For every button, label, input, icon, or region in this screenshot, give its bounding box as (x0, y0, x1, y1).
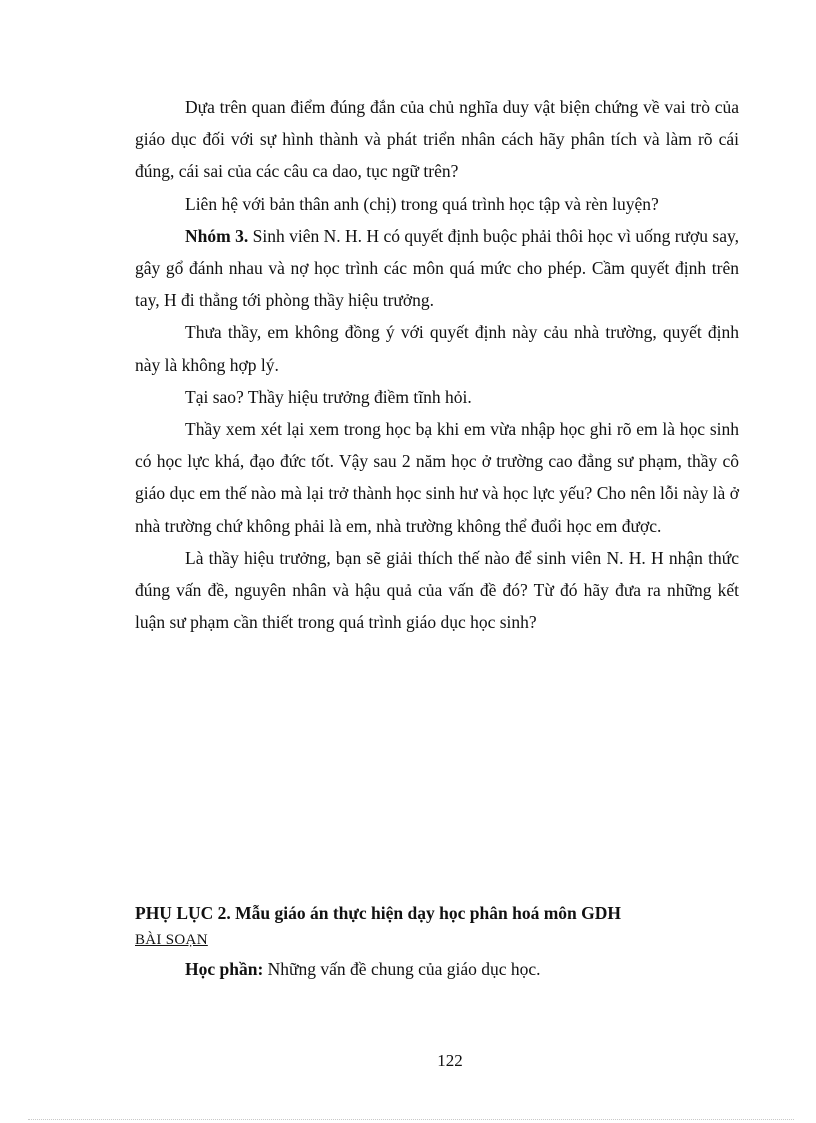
appendix-title: PHỤ LỤC 2. Mẫu giáo án thực hiện dạy học phân hoá môn GDH (135, 903, 621, 923)
footer-divider (28, 1119, 794, 1120)
paragraph-self-reflection: Liên hệ với bản thân anh (chị) trong quá trình học tập và rèn luyện? (185, 193, 659, 214)
module-label: Học phần: (185, 959, 264, 979)
group-3-label: Nhóm 3. (185, 225, 249, 246)
lesson-plan-heading: BÀI SOẠN (135, 932, 208, 948)
module-line (135, 951, 755, 987)
paragraph-analysis-question: Dựa trên quan điểm đúng đắn của chủ nghĩa duy vật biện chứng về vai trò của giáo dục đối với sự hình thành và phát triển nhân cách hãy phân tích và làm rõ cái đúng, cái sai của các câu ca dao, tục ngữ trên? (135, 97, 739, 182)
group-3-text: Sinh viên N. H. H có quyết định buộc phải thôi học vì uống rượu say, gây gổ đánh nhau và nợ học trình các môn quá mức cho phép. Cầm quyết định trên tay, H đi thẳng tới phòng thầy hiệu trưởng. (135, 225, 739, 311)
body-text (135, 91, 739, 638)
page-number: 122 (437, 1051, 463, 1070)
paragraph-task-question: Là thầy hiệu trưởng, bạn sẽ giải thích thế nào để sinh viên N. H. H nhận thức đúng vấn đề, nguyên nhân và hậu quả của vấn đề đó? Từ đó hãy đưa ra những kết luận sư phạm cần thiết trong quá trình giáo dục học sinh? (135, 547, 739, 633)
paragraph-student-argument: Thầy xem xét lại xem trong học bạ khi em vừa nhập học ghi rõ em là học sinh có học lực khá, đạo đức tốt. Vậy sau 2 năm học ở trường cao đẳng sư phạm, thầy cô giáo dục em thế nào mà lại trở thành học sinh hư và học lực yếu? Cho nên lỗi này là ở nhà trường chứ không phải là em, nhà trường không thể đuổi học em được. (135, 419, 739, 536)
paragraph-student-objection: Thưa thầy, em không đồng ý với quyết định này cảu nhà trường, quyết định này là không hợp lý. (135, 322, 739, 375)
module-text: Những vấn đề chung của giáo dục học. (263, 959, 541, 979)
paragraph-group-3 (135, 220, 739, 317)
paragraph-principal-question: Tại sao? Thầy hiệu trưởng điềm tĩnh hỏi. (185, 386, 472, 407)
appendix-section (135, 897, 755, 987)
